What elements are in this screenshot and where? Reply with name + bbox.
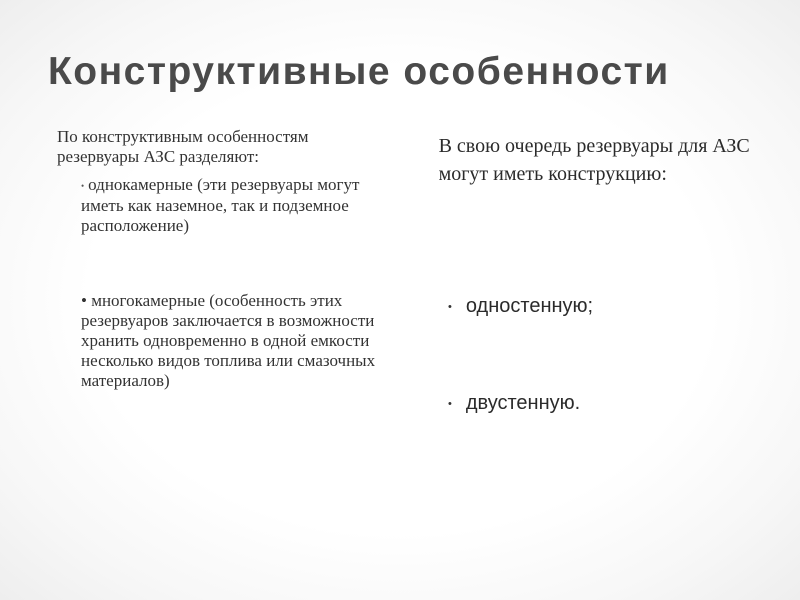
- left-list-item-text: однокамерные (эти резервуары могут иметь как наземное, так и подземное расположение): [81, 175, 360, 236]
- bullet-dot-icon: •: [448, 300, 452, 313]
- bullet-dot-icon: •: [448, 397, 452, 410]
- bullet-dot-icon: •: [81, 291, 87, 311]
- right-intro-text: В свою очередь резервуары для АЗС могут иметь конструкцию:: [438, 135, 750, 185]
- left-list-item-multi-chamber: [81, 291, 392, 391]
- right-list-item-double-wall: [448, 392, 580, 415]
- right-column: [418, 132, 758, 414]
- right-intro-paragraph: [418, 132, 758, 188]
- left-list-item-text: многокамерные (особенность этих резервуаров заключается в возможности хранить одновременно в одной емкости несколько видов топлива или смазочных материалов): [81, 291, 376, 391]
- right-list-item-text: одностенную;: [465, 295, 594, 317]
- right-list-item-text: двустенную.: [465, 392, 581, 414]
- right-list-item-single-wall: [448, 295, 593, 318]
- slide-title: Конструктивные особенности: [48, 50, 670, 93]
- left-list-item-single-chamber: [81, 175, 392, 236]
- bullet-dot-icon: •: [81, 181, 85, 192]
- left-intro-text: По конструктивным особенностям резервуары АЗС разделяют:: [57, 127, 309, 166]
- left-column: [57, 127, 392, 391]
